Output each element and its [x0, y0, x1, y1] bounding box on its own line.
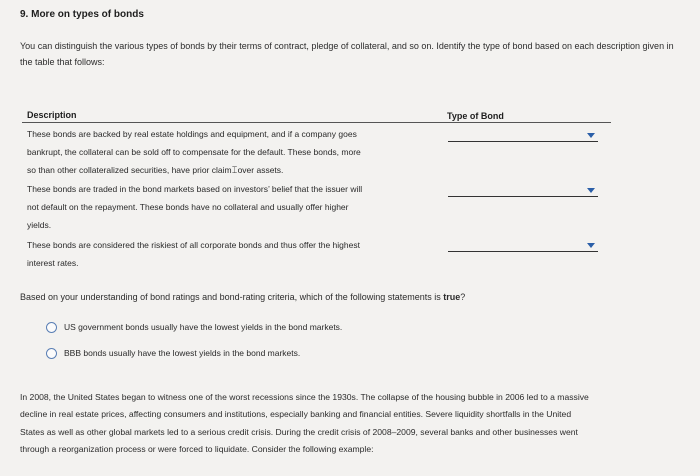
text-cursor-icon: ⌶ — [231, 165, 238, 176]
column-header-description: Description — [27, 110, 77, 120]
mc-option-2[interactable] — [46, 346, 300, 360]
context-paragraph — [20, 389, 692, 459]
table-header-divider — [22, 122, 611, 123]
row-1-line-3-end: over assets. — [237, 165, 284, 176]
radio-button[interactable] — [46, 348, 57, 359]
dropdown-arrow-icon — [587, 133, 595, 138]
row-1-line-3 — [27, 161, 437, 179]
question-intro: You can distinguish the various types of bonds by their terms of contract, pledge of collateral, and so on. Identify the type of bond based on each description given in the table that follows: — [20, 41, 674, 67]
radio-button[interactable] — [46, 322, 57, 333]
mc-prompt-emphasis: true — [443, 292, 461, 302]
mc-option-1-label: US government bonds usually have the lowest yields in the bond markets. — [64, 322, 343, 332]
table-row-3-description — [27, 236, 437, 272]
paragraph-line-3: States as well as other global markets led to a serious credit crisis. During the credit crisis of 2008–2009, several banks and other businesses went — [20, 426, 578, 437]
mc-option-1[interactable] — [46, 320, 342, 334]
bond-type-dropdown-3[interactable] — [448, 239, 598, 252]
bond-type-dropdown-2[interactable] — [448, 184, 598, 197]
table-row-2-description — [27, 180, 437, 235]
paragraph-line-2: decline in real estate prices, affecting consumers and institutions, especially banking and financial entities. Severe liquidity shortfalls in the United — [20, 409, 572, 420]
mc-option-2-label: BBB bonds usually have the lowest yields in the bond markets. — [64, 348, 301, 358]
dropdown-arrow-icon — [587, 243, 595, 248]
question-heading: 9. More on types of bonds — [20, 9, 144, 20]
row-1-line-1: These bonds are backed by real estate holdings and equipment, and if a company goes — [27, 129, 357, 139]
bond-type-dropdown-1[interactable] — [448, 129, 598, 142]
mc-question-prompt — [20, 292, 465, 302]
paragraph-line-1: In 2008, the United States began to witness one of the worst recessions since the 1930s. The collapse of the housing bubble in 2006 led to a massive — [20, 392, 589, 402]
row-2-line-1: These bonds are traded in the bond markets based on investors’ belief that the issuer will — [27, 184, 363, 194]
row-2-line-3: yields. — [27, 220, 52, 231]
row-1-line-2: bankrupt, the collateral can be sold off to compensate for the default. These bonds, more — [27, 147, 361, 158]
mc-prompt-text: Based on your understanding of bond ratings and bond-rating criteria, which of the following statements is — [20, 292, 444, 302]
column-header-type-of-bond: Type of Bond — [447, 111, 504, 121]
row-1-line-3-start: so than other collateralized securities, have prior claim — [27, 165, 232, 176]
dropdown-arrow-icon — [587, 188, 595, 193]
table-row-1-description — [27, 125, 437, 180]
mc-prompt-end: ? — [460, 292, 466, 302]
row-2-line-2: not default on the repayment. These bonds have no collateral and usually offer higher — [27, 202, 349, 213]
row-3-line-1: These bonds are considered the riskiest of all corporate bonds and thus offer the highest — [27, 240, 360, 250]
paragraph-line-4: through a reorganization process or were forced to liquidate. Consider the following example: — [20, 444, 374, 455]
row-3-line-2: interest rates. — [27, 258, 79, 269]
